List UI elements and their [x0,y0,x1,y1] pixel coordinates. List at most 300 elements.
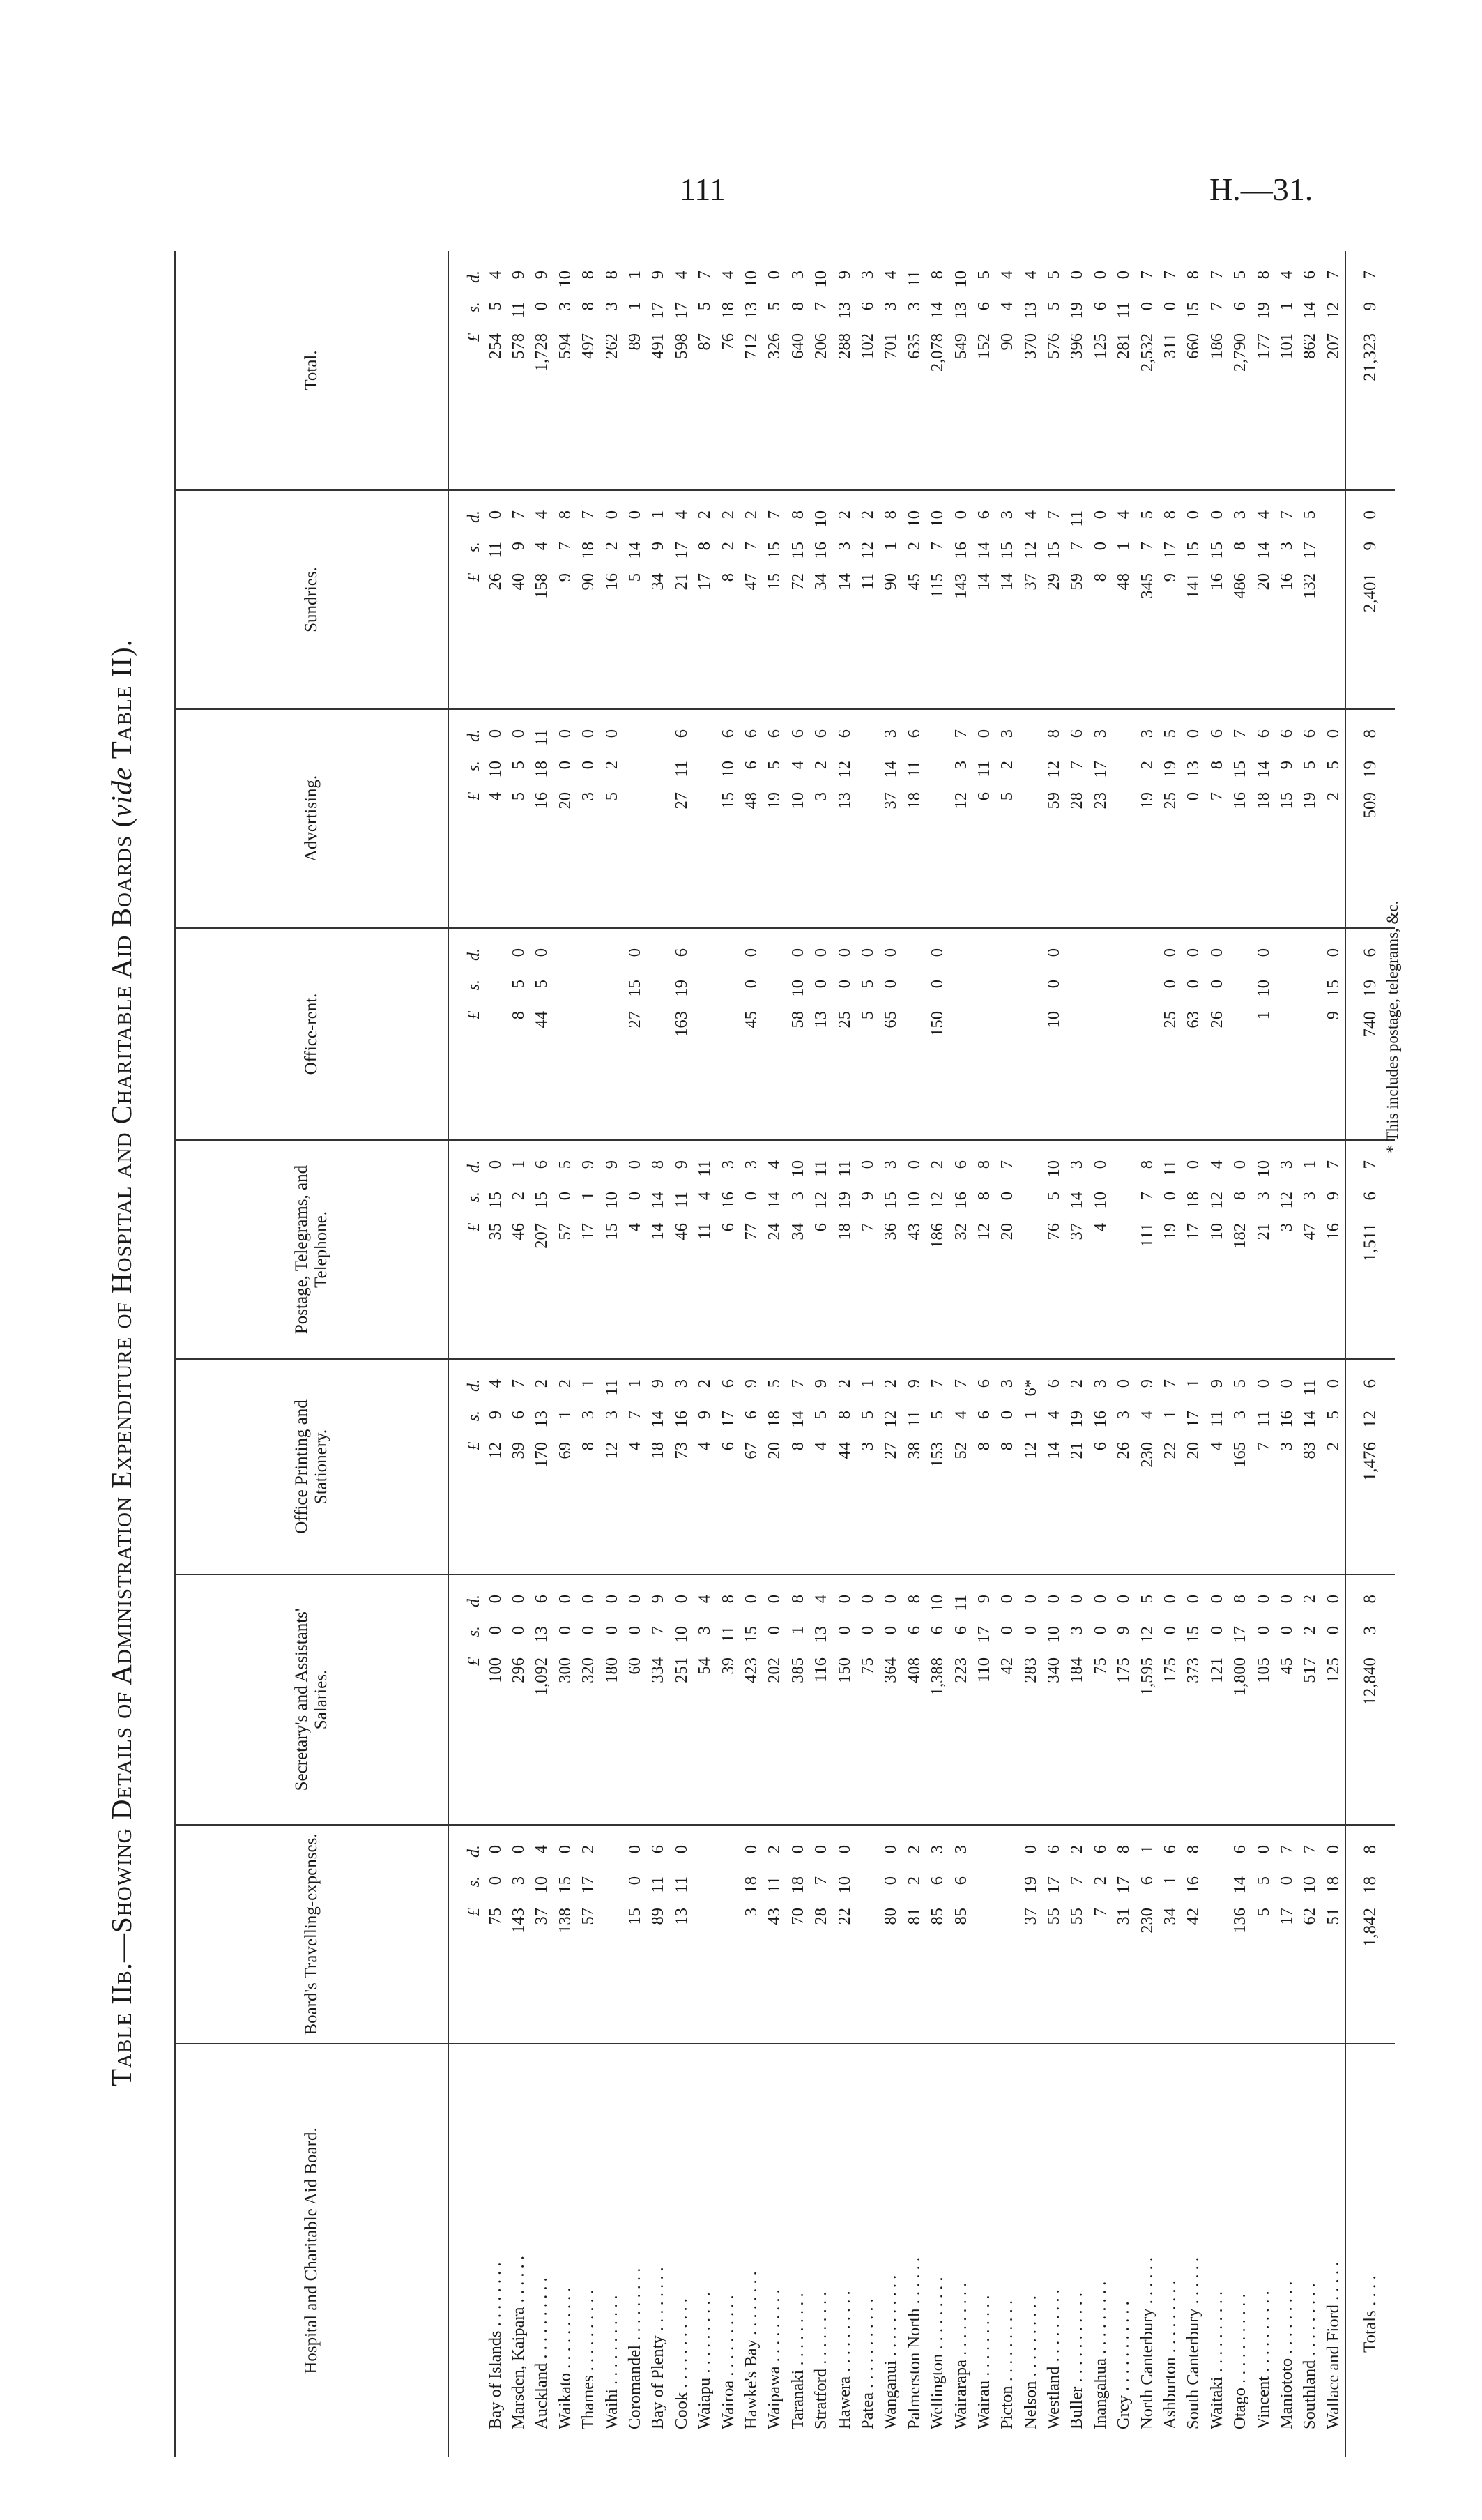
units-group [465,1575,484,1824]
board-name: Maniototo [1276,2358,1296,2429]
money-cell [833,1359,856,1574]
pounds-value: 48 [741,792,761,810]
pence-value: 6 [1253,729,1273,738]
pence-value: 9 [974,1595,993,1604]
money-value [486,251,505,489]
pence-value: 3 [928,1845,947,1854]
money-cell [1229,1140,1252,1359]
shillings-value: 19 [1021,1876,1040,1894]
pence-value: 6 [1161,1845,1180,1854]
money-cell [577,928,600,1140]
shillings-value: 19 [1253,302,1273,319]
money-value [742,1141,761,1358]
money-cell [1275,1359,1298,1574]
pounds-value: 90 [881,573,901,591]
money-cell [694,1359,717,1574]
money-value [509,710,528,927]
pounds-value: 32 [951,1223,970,1240]
money-cell [1159,928,1182,1140]
money-cell [577,251,600,490]
table-row [623,251,646,2457]
board-name-cell [507,2044,530,2457]
money-cell [1136,490,1159,709]
money-cell [1136,1140,1159,1359]
pounds-value: 184 [1067,1657,1087,1683]
pounds-value: 26 [1207,1011,1226,1029]
money-cell [647,1825,670,2044]
money-cell [880,1359,903,1574]
money-cell [833,1825,856,2044]
pounds-value: 296 [509,1657,528,1683]
pounds-value: 18 [834,1223,854,1240]
pence-value: 9 [509,271,528,280]
money-cell [1299,709,1322,928]
board-name-cell [670,2044,693,2457]
money-value [1277,1141,1297,1358]
money-cell [1229,490,1252,709]
pounds-value: 46 [671,1223,691,1240]
pence-value: 8 [1361,729,1380,738]
money-value [765,491,784,708]
pounds-value: 12 [1021,1442,1040,1459]
pence-value: 8 [974,1160,993,1169]
money-cell [972,251,995,490]
money-cell [717,928,740,1140]
pounds-value: 27 [671,792,691,810]
money-cell [484,709,507,928]
pence-value: 0 [1184,1160,1203,1169]
pounds-value: 5 [998,792,1017,801]
shillings-value: 10 [904,1192,924,1209]
pounds-value: 7 [857,1223,877,1232]
pence-value: 5 [1137,1595,1156,1604]
shillings-value: 1 [1161,1411,1180,1420]
shillings-value: 15 [1207,542,1226,559]
pounds-value: 326 [765,333,784,359]
money-value [648,251,668,489]
money-cell [553,1574,576,1825]
shillings-value: 12 [834,761,854,778]
money-value [1230,251,1250,489]
money-cell [1299,1574,1322,1825]
pounds-value: 76 [1044,1223,1064,1240]
money-value [1184,710,1203,927]
money-value [486,1141,505,1358]
shillings-value: 1 [625,302,645,311]
pounds-value: 5 [857,1011,877,1020]
table-row [1205,251,1228,2457]
shillings-value: 0 [532,302,551,311]
money-value [1067,1826,1087,2043]
pounds-value: 46 [509,1223,528,1240]
money-value [672,1141,692,1358]
board-name-cell [553,2044,576,2457]
money-value [1161,491,1180,708]
pence-value: 0 [998,1595,1017,1604]
board-name-cell [1066,2044,1089,2457]
money-cell [1089,928,1112,1140]
leader-dots: . . . . . . . . . [1300,2283,1320,2356]
shillings-unit: s. [465,761,483,772]
pounds-value: 23 [1090,792,1110,810]
pounds-value: 288 [834,333,854,359]
pounds-value: 47 [741,573,761,591]
shillings-value: 16 [671,1411,691,1428]
pence-value: 8 [718,1595,738,1604]
pounds-value: 262 [602,333,621,359]
money-value [532,929,551,1139]
money-value [602,491,622,708]
money-cell [1019,1359,1042,1574]
pounds-value: 3 [741,1908,761,1917]
shillings-value: 4 [1044,1411,1064,1420]
money-value [1324,929,1343,1139]
pounds-value: 43 [904,1223,924,1240]
money-cell [1159,251,1182,490]
shillings-value: 14 [625,542,645,559]
pounds-value: 54 [695,1657,715,1675]
shillings-value: 2 [602,761,621,770]
money-cell [670,490,693,709]
money-cell [856,490,879,709]
pounds-value: 364 [881,1657,901,1683]
money-value [1277,1826,1297,2043]
board-name: Wairarapa [951,2359,970,2429]
pence-value: 7 [1361,271,1380,280]
pounds-value: 15 [602,1223,621,1240]
money-value [1277,251,1297,489]
money-value [1324,1141,1343,1358]
pounds-value: 13 [671,1908,691,1925]
pence-value: 0 [1253,1845,1273,1854]
money-value [1044,929,1064,1139]
money-value [532,251,551,489]
pounds-value: 11 [857,573,877,590]
money-value [625,1575,645,1824]
board-name-cell [1019,2044,1042,2457]
money-value [532,491,551,708]
money-value [509,491,528,708]
money-value [1300,1575,1320,1824]
shillings-value: 7 [811,302,831,311]
leader-dots: . . . . . . . . . [928,2277,947,2350]
shillings-value: 11 [718,1626,738,1643]
pence-value: 0 [857,1595,877,1604]
money-value [719,1575,738,1824]
pounds-value: 230 [1137,1442,1156,1468]
pence-value: 0 [1044,1595,1064,1604]
shillings-value: 7 [928,542,947,551]
shillings-value: 6 [928,1876,947,1885]
leader-dots: . . . . . . . . . [788,2293,807,2366]
pence-value: 10 [951,271,970,288]
pence-value: 5 [974,271,993,280]
shillings-value: 6 [1137,1876,1156,1885]
money-cell [694,1140,717,1359]
shillings-value: 15 [1323,980,1343,997]
money-cell [577,1140,600,1359]
shillings-value: 5 [1323,1411,1343,1420]
pence-unit: d. [465,729,483,742]
pence-value: 0 [1361,510,1380,519]
pence-value: 3 [951,1845,970,1854]
money-cell [1205,1140,1228,1359]
shillings-value: 6 [1361,1192,1380,1201]
pence-value: 0 [555,1845,574,1854]
pounds-value: 423 [741,1657,761,1683]
pounds-value: 8 [1090,573,1110,582]
money-value [928,1826,947,2043]
money-value [1277,710,1297,927]
money-cell [1275,1574,1298,1825]
money-value [835,1360,855,1574]
money-value [556,1141,575,1358]
money-value [975,1360,994,1574]
pounds-value: 509 [1361,792,1380,819]
money-cell [717,1140,740,1359]
pounds-value: 300 [555,1657,574,1683]
money-value [788,1826,808,2043]
leader-dots: . . . . . . . . . . [881,2275,901,2357]
shillings-value: 15 [881,1192,901,1209]
leader-dots: . . . . . . [904,2256,924,2305]
shillings-value: 8 [1230,542,1250,551]
pounds-value: 150 [928,1011,947,1037]
money-value [579,1575,598,1824]
pence-value: 0 [625,1160,645,1169]
money-value [579,491,598,708]
shillings-value: 12 [1021,542,1040,559]
money-cell [833,709,856,928]
money-value [1207,710,1227,927]
money-cell [530,251,553,490]
money-value [835,710,855,927]
money-value [1230,1360,1250,1574]
shillings-value: 6 [741,1411,761,1420]
money-value [858,1360,878,1574]
pence-value: 8 [1114,1845,1133,1854]
money-value [1324,1360,1343,1574]
pounds-value: 59 [1067,573,1087,591]
pounds-value: 4 [695,1442,715,1451]
table-row [1159,251,1182,2457]
money-value [509,1575,528,1824]
pounds-value: 26 [1114,1442,1133,1459]
shillings-value: 19 [1161,761,1180,778]
shillings-value: 0 [1276,1626,1296,1635]
table-row [553,251,576,2457]
pence-value: 0 [1276,1379,1296,1388]
shillings-value: 8 [974,1192,993,1201]
pounds-value: 15 [765,573,784,591]
pence-value: 0 [485,1845,505,1854]
shillings-value: 2 [718,542,738,551]
pounds-value: 55 [1067,1908,1087,1925]
money-cell [1019,1140,1042,1359]
money-cell [996,928,1019,1140]
units-cell [448,709,484,928]
pounds-value: 57 [555,1223,574,1240]
money-value [742,491,761,708]
shillings-value: 18 [741,1876,761,1894]
shillings-value: 17 [671,542,691,559]
pounds-value: 4 [1207,1442,1226,1451]
leader-dots: . . . . . . . . . [1090,2281,1110,2354]
money-value [881,251,901,489]
board-name: Waitaki [1207,2376,1226,2429]
pounds-value: 16 [602,573,621,591]
pence-value: 9 [671,1160,691,1169]
shillings-value: 8 [1207,761,1226,770]
money-cell [740,490,763,709]
money-cell [507,490,530,709]
shillings-value: 3 [904,302,924,311]
money-value [765,710,784,927]
money-cell [1345,709,1395,928]
pounds-value: 2,532 [1137,333,1156,372]
shillings-value: 14 [1230,1876,1250,1894]
money-value [1254,1826,1274,2043]
money-cell [740,251,763,490]
board-name-cell [996,2044,1019,2457]
board-name: Auckland [532,2362,551,2429]
money-cell [856,1825,879,2044]
pounds-value: 163 [671,1011,691,1037]
money-cell [1019,1825,1042,2044]
money-cell [577,709,600,928]
money-value [788,1141,808,1358]
shillings-value: 12 [881,1411,901,1428]
money-cell [833,1574,856,1825]
table-title-paren-open: ( [105,817,137,828]
pence-unit: d. [465,948,483,961]
money-cell [763,251,786,490]
pounds-value: 549 [951,333,970,359]
units-cell [448,490,484,709]
pence-value: 2 [904,1845,924,1854]
money-cell [786,1825,809,2044]
pounds-value: 150 [834,1657,854,1683]
shillings-value: 12 [1207,1192,1226,1209]
money-cell [786,490,809,709]
pounds-value: 5 [509,792,528,801]
leader-dots: . . . . . . . . . . [834,2291,854,2372]
pence-value: 7 [1137,271,1156,280]
pence-value: 3 [1090,1379,1110,1388]
pounds-value: 81 [904,1908,924,1925]
board-name: Vincent [1253,2376,1273,2429]
money-cell [1252,1140,1275,1359]
money-value [1361,1826,1380,2043]
pounds-value: 12 [602,1442,621,1459]
money-value [602,251,622,489]
shillings-value: 0 [485,1626,505,1635]
shillings-value: 3 [834,542,854,551]
pence-unit: d. [465,1160,483,1173]
money-value [1161,1826,1180,2043]
pence-unit: d. [465,1595,483,1607]
board-name-cell [1089,2044,1112,2457]
shillings-value: 9 [1361,302,1380,311]
money-cell [623,251,646,490]
pounds-value: 34 [1161,1908,1180,1925]
money-value [1161,710,1180,927]
money-value [695,1575,715,1824]
shillings-value: 18 [579,542,598,559]
shillings-value: 13 [741,302,761,319]
pounds-value: 26 [485,573,505,591]
money-cell [1159,709,1182,928]
money-cell [972,1574,995,1825]
money-value [811,1360,831,1574]
shillings-value: 4 [1137,1411,1156,1420]
money-value [835,491,855,708]
shillings-value: 18 [788,1876,807,1894]
pounds-value: 7 [1090,1908,1110,1917]
shillings-value: 0 [998,1626,1017,1635]
pence-value: 0 [485,1160,505,1169]
money-cell [600,490,623,709]
pounds-value: 11 [695,1223,715,1240]
shillings-value: 2 [602,542,621,551]
pence-value: 3 [741,1160,761,1169]
money-cell [949,1825,972,2044]
pence-value: 6 [788,729,807,738]
money-cell [507,1825,530,2044]
pence-value: 0 [788,948,807,957]
money-value [1361,929,1380,1139]
leader-dots: . . . . . . . . . . [1207,2291,1226,2373]
units-cell [448,1574,484,1825]
money-cell [1159,1574,1182,1825]
table-row [1136,251,1159,2457]
shillings-value: 14 [1300,1411,1320,1428]
shillings-value: 0 [998,1192,1017,1201]
money-value [905,1826,924,2043]
pence-value: 4 [1276,271,1296,280]
leader-dots: . . . . . . . . . [1044,2289,1064,2362]
pounds-value: 14 [1044,1442,1064,1459]
pence-value: 9 [741,1379,761,1388]
shillings-value: 10 [1300,1876,1320,1894]
shillings-value: 19 [1361,761,1380,778]
money-cell [600,1574,623,1825]
shillings-value: 14 [788,1411,807,1428]
money-cell [507,251,530,490]
pence-value: 0 [1207,510,1226,519]
pence-value: 6 [532,1595,551,1604]
money-cell [1089,490,1112,709]
shillings-value: 14 [974,542,993,559]
shillings-value: 0 [834,1626,854,1635]
money-cell [694,490,717,709]
pounds-value: 77 [741,1223,761,1240]
pounds-value: 42 [1184,1908,1203,1925]
leader-dots: . . . . . . . . . [765,2289,784,2362]
money-value [881,1360,901,1574]
pence-value: 1 [857,1379,877,1388]
money-value [509,1141,528,1358]
pence-value: 6 [1090,1845,1110,1854]
pence-value: 8 [1361,1845,1380,1854]
money-value [556,1360,575,1574]
pence-value: 7 [1300,1845,1320,1854]
shillings-value: 12 [1361,1411,1380,1428]
pounds-value: 100 [485,1657,505,1683]
pounds-value: 9 [1323,1011,1343,1020]
money-cell [1182,1140,1205,1359]
pence-value: 0 [602,1595,621,1604]
